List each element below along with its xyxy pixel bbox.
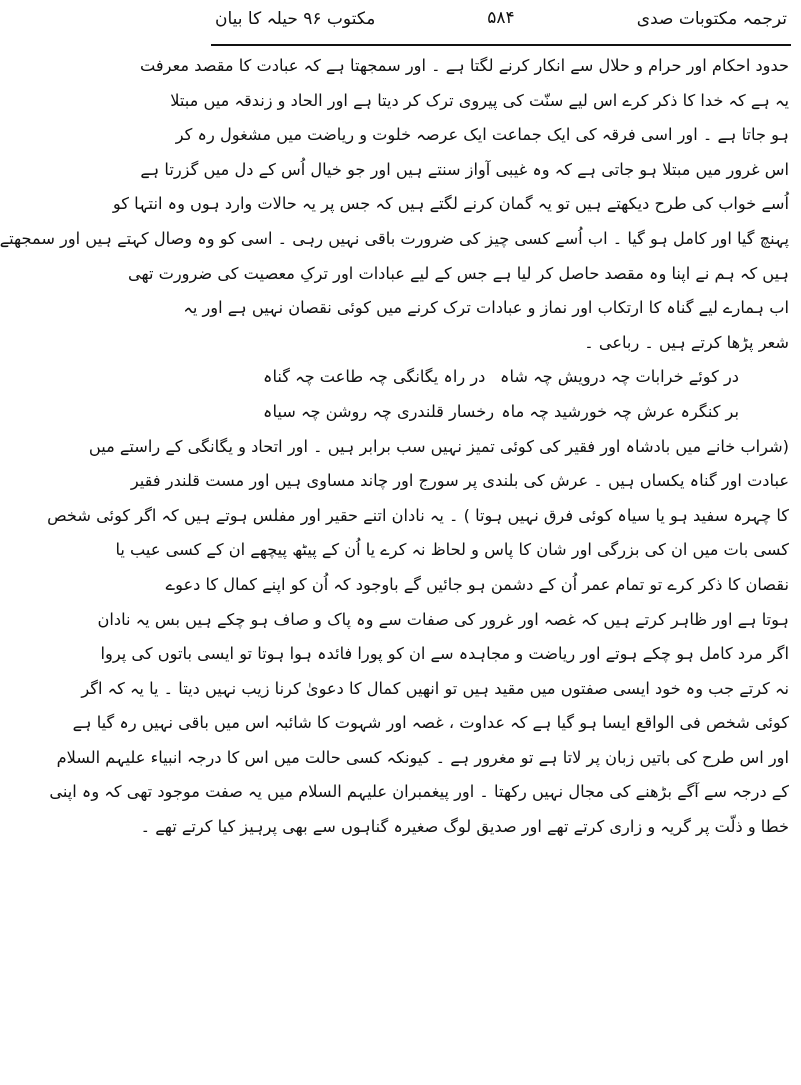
text-line: اس غرور میں مبتلا ہو جاتی ہے کہ وہ غیبی آواز سنتے ہیں اور جو خیال اُس کے دل میں گزرتا ہے: [140, 159, 789, 179]
chapter-title: مکتوب ۹۶ حیلہ کا بیان: [215, 9, 376, 29]
page-body: [0, 49, 789, 845]
text-line: اگر مرد کامل ہو چکے ہوتے اور ریاضت و مجاہدہ سے ان کو پورا فائدہ ہوا ہوتا تو ایسی باتوں کی پروا: [100, 644, 789, 664]
text-line: ہو جاتا ہے ۔ اور اسی فرقہ کی ایک جماعت ایک عرصہ خلوت و ریاضت میں مشغول رہ کر: [175, 125, 789, 145]
text-line: (شراب خانے میں بادشاہ اور فقیر کی کوئی تمیز نہیں سب برابر ہیں ۔ اور اتحاد و یگانگی کے راستے میں: [88, 436, 789, 456]
verse-hemistich-right: در کوئے خرابات چہ درویش چہ شاہ: [499, 367, 739, 387]
page-number: ۵۸۴: [487, 8, 515, 28]
text-line: کا چہرہ سفید ہو یا سیاہ کوئی فرق نہیں ہوتا ) ۔ یہ نادان اتنے حقیر اور مفلس ہوتے ہیں کہ اگر کوئی شخص: [47, 505, 789, 525]
text-line: کوئی شخص فی الواقع ایسا ہو گیا ہے کہ عداوت ، غصہ اور شہوت کا شائبہ اس میں باقی نہیں رہ گیا ہے: [72, 713, 789, 733]
text-line: نقصان کا ذکر کرے تو تمام عمر اُن کے دشمن ہو جائیں گے باوجود کہ اُن کو اپنے کمال کا دعوے: [165, 574, 789, 594]
text-line: کے درجہ سے آگے بڑھنے کی مجال نہیں رکھتا ۔ اور پیغمبران علیہم السلام میں یہ صفت موجود تھی کہ وہ اپنی: [49, 782, 789, 802]
book-title: ترجمہ مکتوبات صدی: [636, 9, 787, 29]
verse-couplet: [213, 395, 789, 430]
text-line: اور اس طرح کی باتیں زبان پر لاتا ہے تو مغرور ہے ۔ کیونکہ کسی حالت میں اس کا درجہ انبیاء علیہم السلام: [56, 747, 789, 767]
text-line: ہیں کہ ہم نے اپنا وہ مقصد حاصل کر لیا ہے جس کے لیے عبادات اور ترکِ معصیت کی ضرورت تھی: [128, 263, 789, 283]
text-line: اب ہمارے لیے گناہ کا ارتکاب اور نماز و عبادات ترک کرنے میں کوئی نقصان نہیں ہے اور یہ: [183, 298, 789, 318]
text-line: خطا و ذلّت پر گریہ و زاری کرتے تھے اور صدیق لوگ صغیرہ گناہوں سے بھی پرہیز کیا کرتے تھے ۔: [140, 817, 789, 837]
text-line: پہنچ گیا اور کامل ہو گیا ۔ اب اُسے کسی چیز کی ضرورت باقی نہیں رہی ۔ اسی کو وہ وصال کہتے ہیں اور سمجھتے: [0, 228, 789, 248]
verse-hemistich-left: رخسار قلندری چہ روشن چہ سیاہ: [263, 401, 495, 421]
verse-couplet: [213, 360, 789, 395]
text-line: شعر پڑھا کرتے ہیں ۔ رباعی ۔: [584, 332, 789, 352]
text-line: حدود احکام اور حرام و حلال سے انکار کرنے لگتا ہے ۔ اور سمجھتا ہے کہ عبادت کا مقصد معرفت: [140, 56, 789, 75]
text-line: نہ کرتے جب وہ خود ایسی صفتوں میں مقید ہیں تو انھیں کمال کا دعویٰ کرنا زیب نہیں دیتا ۔ یا یہ کہ اگر: [81, 678, 789, 698]
verse-hemistich-left: در راہ یگانگی چہ طاعت چہ گناہ: [263, 367, 486, 387]
text-line: کسی بات میں ان کی بزرگی اور شان کا پاس و لحاظ نہ کرے یا اُن کے پیٹھ پیچھے ان کے کسی عیب یا: [115, 540, 789, 560]
text-line: یہ ہے کہ خدا کا ذکر کرے اس لیے سنّت کی پیروی ترک کر دیتا ہے اور الحاد و زندقہ میں مبتلا: [170, 90, 789, 110]
page-header: [211, 4, 791, 38]
text-line: ہوتا ہے اور ظاہر کرتے ہیں کہ غصہ اور غرور کی صفات سے وہ پاک و صاف ہو چکے ہیں بس یہ نادان: [97, 609, 789, 629]
verse-hemistich-right: بر کنگرہ عرش چہ خورشید چہ ماہ: [501, 401, 739, 421]
text-line: عبادت اور گناہ یکساں ہیں ۔ عرش کی بلندی پر سورج اور چاند مساوی ہیں اور مست قلندر فقیر: [130, 471, 789, 491]
header-rule: [211, 44, 791, 46]
text-line: اُسے خواب کی طرح دیکھتے ہیں تو یہ گمان کرنے لگتے ہیں کہ جس پر یہ حالات وارد ہوں وہ انتہا کو: [112, 194, 789, 214]
